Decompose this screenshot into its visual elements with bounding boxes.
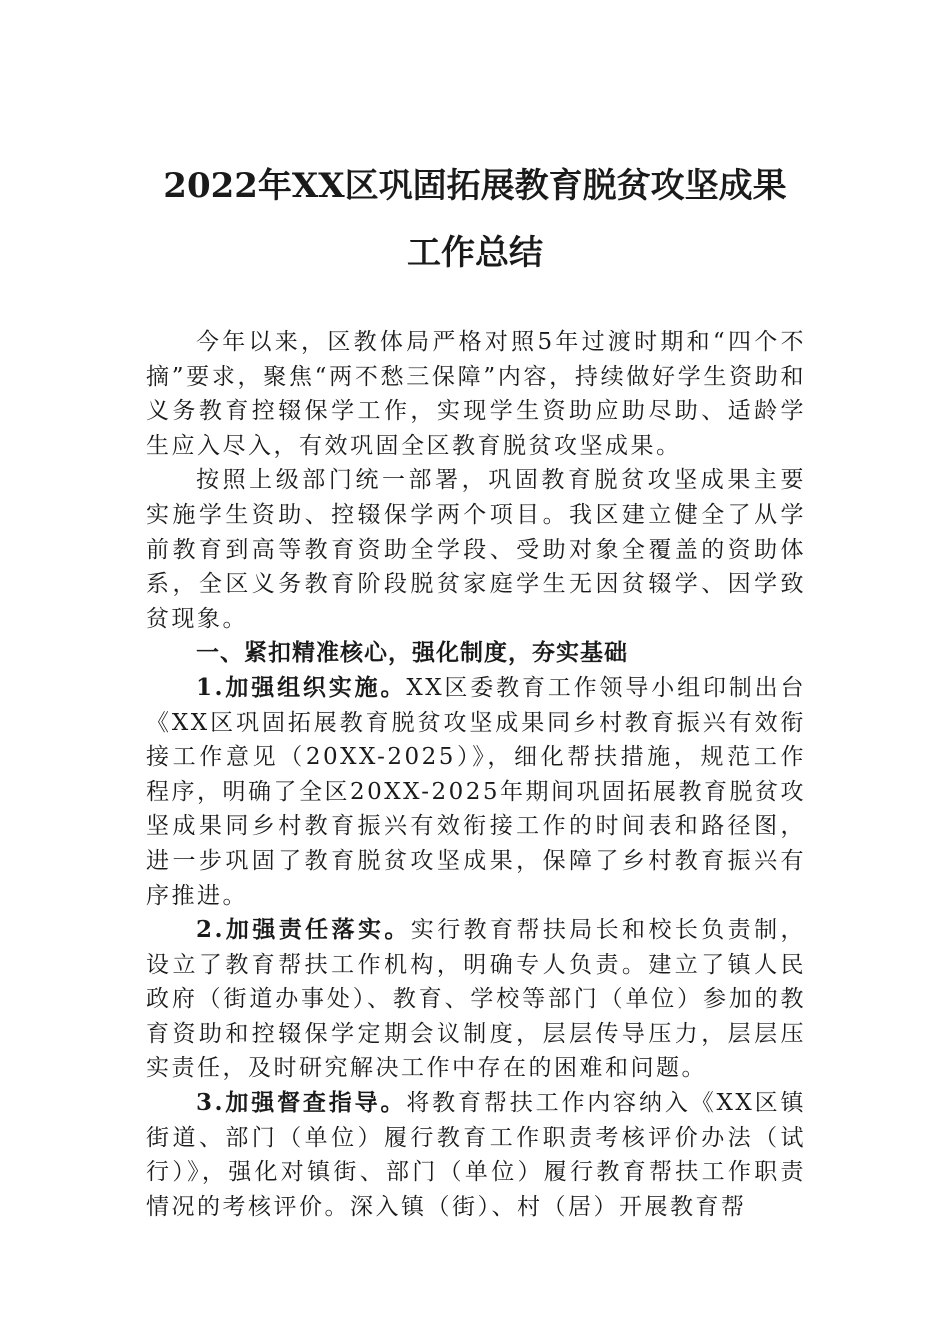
item-1-text: XX区委教育工作领导小组印制出台《XX区巩固拓展教育脱贫攻坚成果同乡村教育振兴有效衔接工作意见（20XX-2025）》，细化帮扶措施，规范工作程序，明确了全区20XX-2025年期间巩固拓展教育脱贫攻坚成果同乡村教育振兴有效衔接工作的时间表和路径图，进一步巩固了教育脱贫攻坚成果，保障了乡村教育振兴有序推进。 [146,674,806,909]
document-title-line-2: 工作总结 [407,233,543,273]
item-paragraph-1 [146,671,806,913]
item-2-lead: 2.加强责任落实。 [196,916,411,944]
section-1-heading: 一、紧扣精准核心，强化制度，夯实基础 [196,640,628,667]
item-2-text: 实行教育帮扶局长和校长负责制，设立了教育帮扶工作机构，明确专人负责。建立了镇人民政府（街道办事处）、教育、学校等部门（单位）参加的教育资助和控辍保学定期会议制度，层层传导压力，层层压实责任，及时研究解决工作中存在的困难和问题。 [146,917,806,1082]
item-1-lead: 1.加强组织实施。 [196,673,407,701]
item-3-lead: 3.加强督查指导。 [196,1089,407,1117]
intro-paragraph-2: 按照上级部门统一部署，巩固教育脱贫攻坚成果主要实施学生资助、控辍保学两个项目。我区建立健全了从学前教育到高等教育资助全学段、受助对象全覆盖的资助体系，全区义务教育阶段脱贫家庭学生无因贫辍学、因学致贫现象。 [146,467,806,632]
intro-paragraph-1: 今年以来，区教体局严格对照5年过渡时期和“四个不摘”要求，聚焦“两不愁三保障”内容，持续做好学生资助和义务教育控辍保学工作，实现学生资助应助尽助、适龄学生应入尽入，有效巩固全区教育脱贫攻坚成果。 [146,329,806,459]
document-body [146,325,806,1224]
document-title-line-1: 2022年XX区巩固拓展教育脱贫攻坚成果 [163,166,787,206]
item-paragraph-2 [146,913,806,1086]
item-3-text: 将教育帮扶工作内容纳入《XX区镇街道、部门（单位）履行教育工作职责考核评价办法（试行）》，强化对镇街、部门（单位）履行教育帮扶工作职责情况的考核评价。深入镇（街）、村（居）开展教育帮 [146,1090,806,1220]
item-paragraph-3 [146,1086,806,1224]
